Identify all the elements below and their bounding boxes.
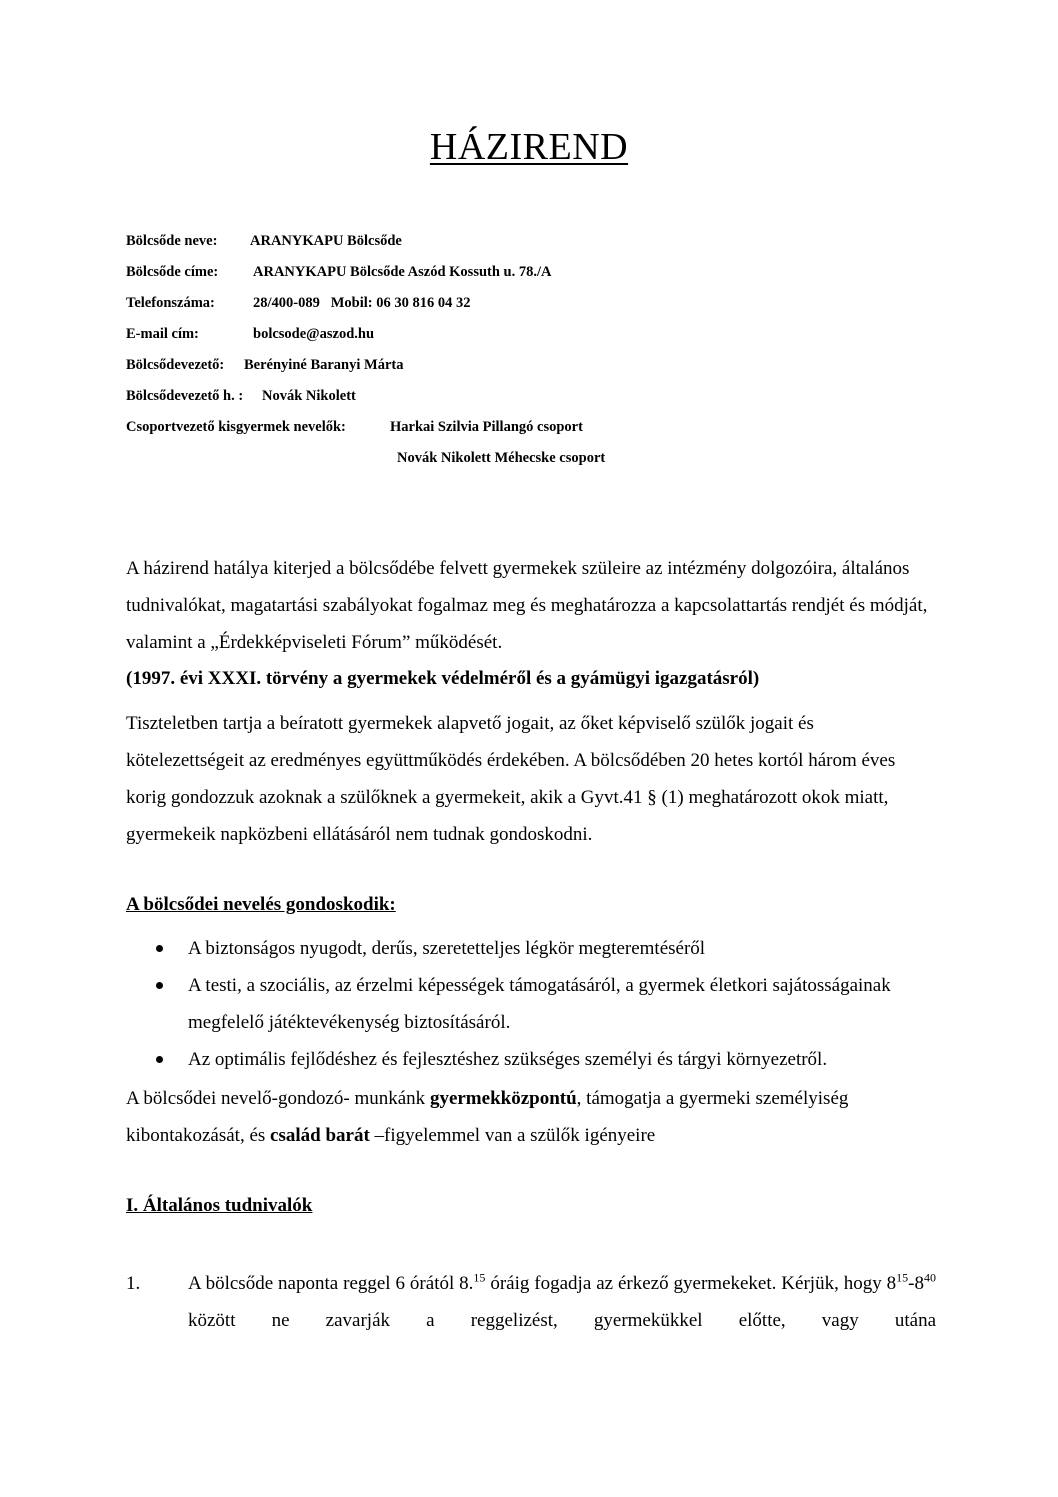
info-value: ARANYKAPU Bölcsőde Aszód Kossuth u. 78./A [253,264,552,280]
info-row-email [126,321,605,352]
bullet-item [126,930,936,967]
nursery-info-block [126,228,605,476]
law-reference: (1997. évi XXXI. törvény a gyermekek védelméről és a gyámügyi igazgatásról) [126,668,760,689]
info-value: ARANYKAPU Bölcsőde [250,233,402,249]
info-row-phone [126,290,605,321]
bullet-icon [156,945,163,952]
item-text [188,1265,936,1339]
bold-term: gyermekközpontú [429,1088,577,1109]
text-run: között ne zavarják a reggelizést, gyermekükkel előtte, vagy utána [188,1310,936,1331]
info-label: E-mail cím: [126,326,199,342]
info-label: Csoportvezető kisgyermek nevelők: [126,419,346,435]
bullet-text: A biztonságos nyugodt, derűs, szeretetteljes légkör megteremtéséről [188,938,706,959]
intro-paragraph: A házirend hatálya kiterjed a bölcsődébe felvett gyermekek szüleire az intézmény dolgozóira, általános tudnivalókat, magatartási szabályokat fogalmaz meg és meghatározza a kapcsolattartás rendjét és módját, valamint a „Érdekképviseleti Fórum” működését. [126,558,928,653]
philosophy-paragraph [126,1080,936,1154]
info-row-group-leaders-2 [126,445,605,476]
info-value: Harkai Szilvia Pillangó csoport [390,419,583,435]
text-run: -8 [908,1273,924,1294]
info-label: Bölcsőde neve: [126,233,218,249]
numbered-item [126,1265,936,1339]
text-run: óráig fogadja az érkező gyermekeket. Kérjük, hogy 8 [485,1273,897,1294]
bullet-icon [156,1056,163,1063]
info-row-director [126,352,605,383]
general-section-heading: I. Általános tudnivalók [126,1195,313,1216]
care-bullet-list [126,930,936,1078]
info-label: Telefonszáma: [126,295,215,311]
bold-term: család barát [270,1125,370,1146]
superscript: 40 [924,1270,936,1285]
superscript: 15 [896,1270,909,1285]
info-label: Bölcsőde címe: [126,264,219,280]
text-run: A bölcsőde naponta reggel 6 órától 8. [188,1273,474,1294]
text-run: A bölcsődei nevelő-gondozó- munkánk [126,1088,430,1109]
info-row-name [126,228,605,259]
bullet-icon [156,982,163,989]
bullet-item [126,1041,936,1078]
item-number: 1. [126,1273,141,1294]
rights-paragraph: Tiszteletben tartja a beíratott gyermekek alapvető jogait, az őket képviselő szülők jogait és kötelezettségeit az eredményes együttműködés érdekében. A bölcsődében 20 hetes kortól három éves korig gondozzuk azoknak a szülőknek a gyermekeit, akik a Gyvt.41 § (1) meghatározott okok miatt, gyermekeik napközbeni ellátásáról nem tudnak gondoskodni. [126,713,896,845]
document-title: HÁZIREND [429,126,629,168]
info-row-group-leaders [126,414,605,445]
bullet-text: Az optimális fejlődéshez és fejlesztéshez szükséges személyi és tárgyi környezetről. [188,1049,828,1070]
superscript: 15 [473,1270,486,1285]
bullet-text: A testi, a szociális, az érzelmi képességek támogatásáról, a gyermek életkori sajátosságainak megfelelő játéktevékenység biztosításáról. [188,975,891,1033]
info-value: 28/400-089 Mobil: 06 30 816 04 32 [253,295,471,311]
text-run: , támogatja a gyermeki személyiség kibontakozását, és [126,1088,849,1146]
info-value: Novák Nikolett Méhecske csoport [397,450,606,466]
bullet-item [126,967,936,1041]
info-row-address [126,259,605,290]
care-section-heading: A bölcsődei nevelés gondoskodik: [126,894,396,915]
text-run: –figyelemmel van a szülők igényeire [369,1125,656,1146]
info-label: Bölcsődevezető: [126,357,225,373]
info-value: Berényiné Baranyi Márta [244,357,404,373]
info-value: Novák Nikolett [262,388,356,404]
email-link[interactable]: bolcsode@aszod.hu [253,326,375,342]
info-row-deputy [126,383,605,414]
info-label: Bölcsődevezető h. : [126,388,244,404]
